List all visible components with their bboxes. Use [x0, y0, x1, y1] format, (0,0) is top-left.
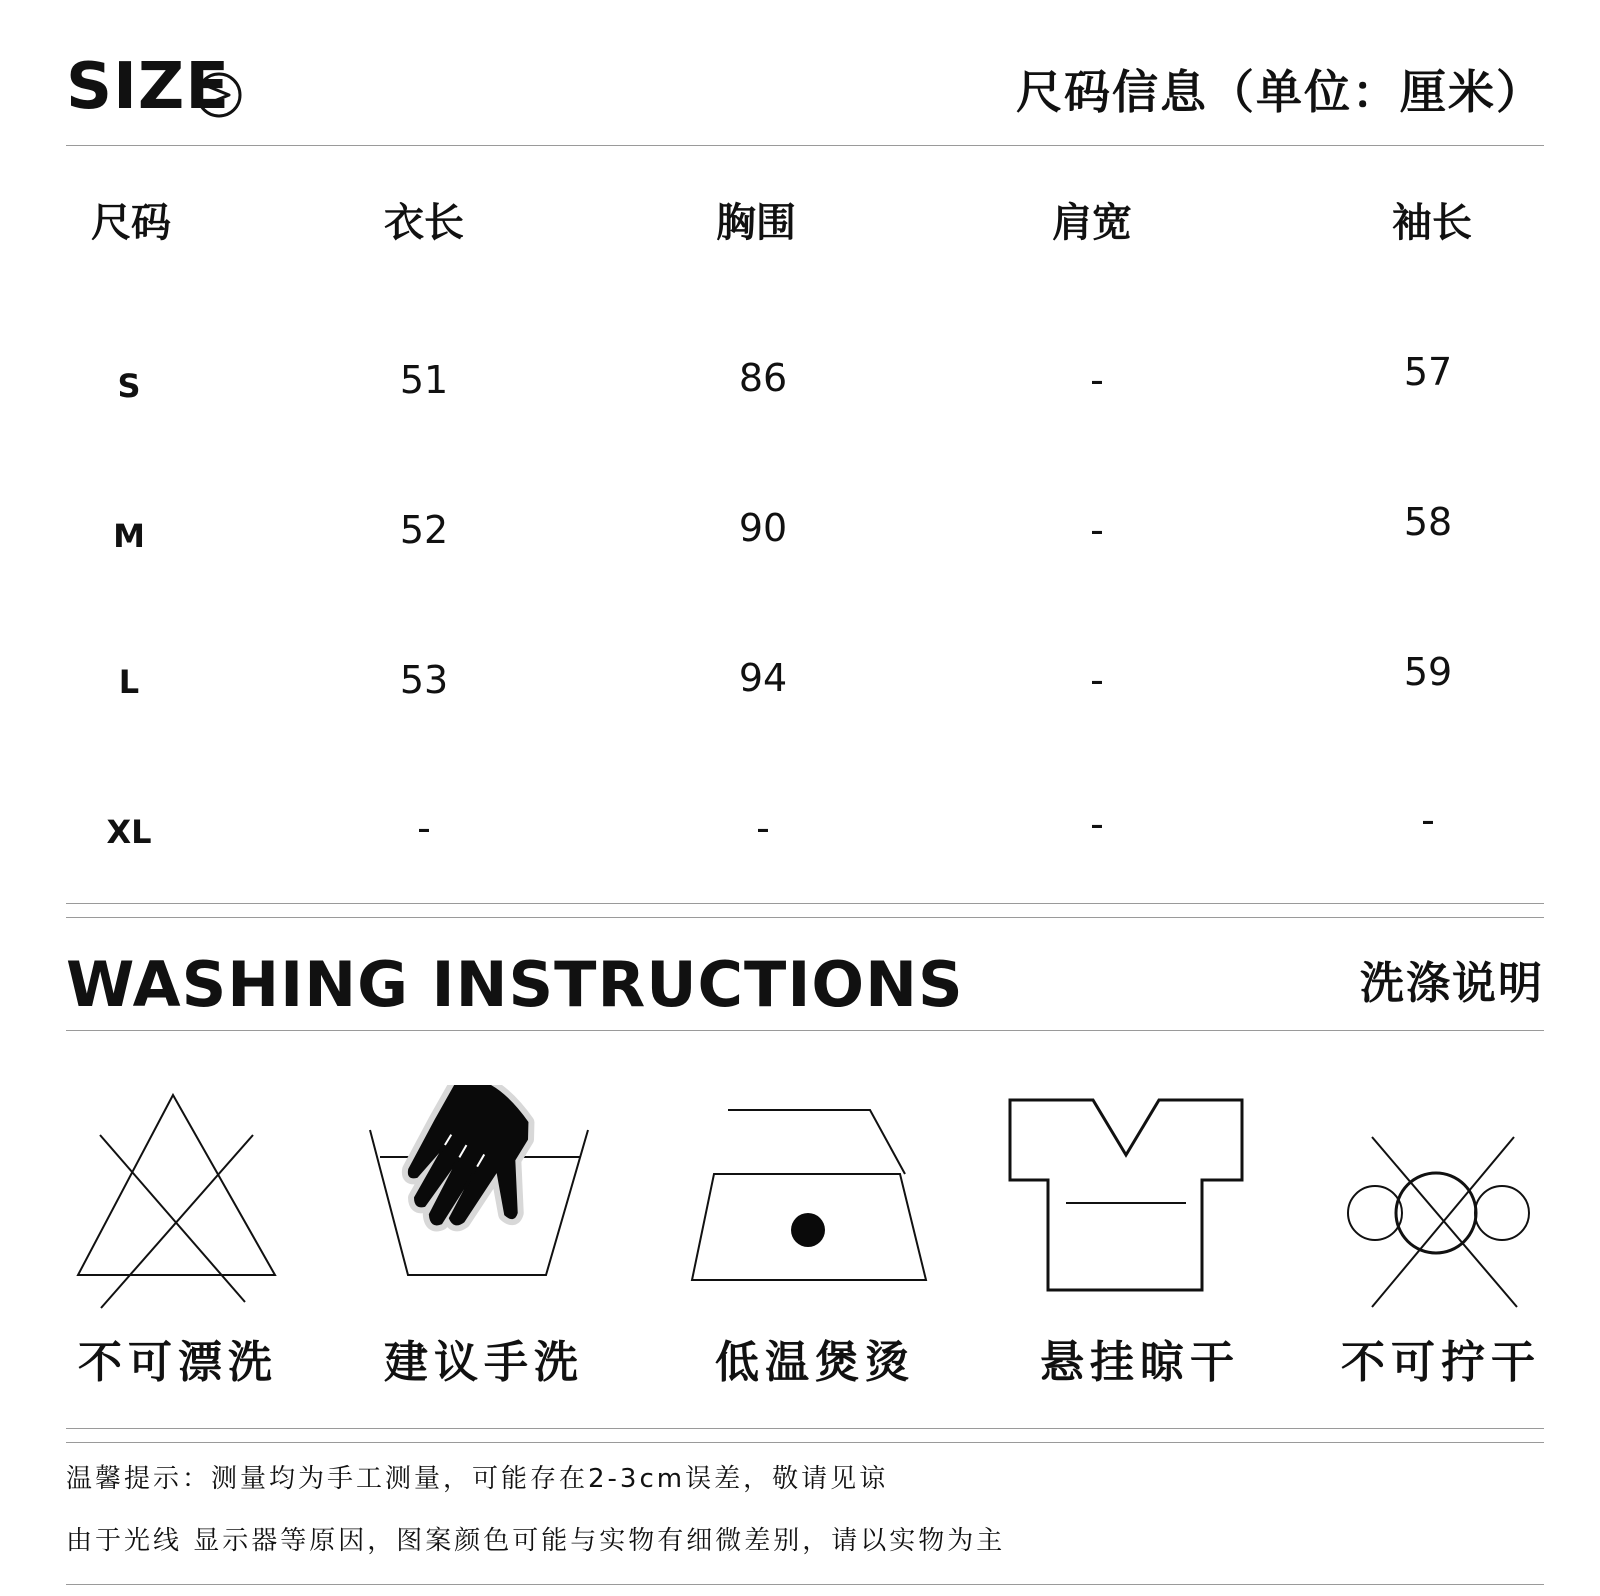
- size-cell: M: [113, 517, 145, 555]
- size-cell: L: [118, 663, 140, 701]
- washing-heading-cn: 洗涤说明: [1360, 958, 1544, 1009]
- divider: [66, 903, 1544, 904]
- length-cell: -: [417, 806, 431, 850]
- hand-wash-icon: [360, 1085, 600, 1285]
- no-wring-icon: [1340, 1133, 1540, 1313]
- washing-title: WASHING INSTRUCTIONS: [66, 948, 964, 1021]
- divider: [66, 145, 1544, 146]
- shoulder-cell: -: [1090, 358, 1104, 402]
- shoulder-cell: -: [1090, 802, 1104, 846]
- length-cell: 53: [399, 658, 449, 702]
- length-cell: 52: [399, 508, 449, 552]
- chest-cell: 90: [738, 506, 788, 550]
- no-bleach-icon: [70, 1090, 285, 1320]
- header-length: 衣长: [384, 200, 464, 246]
- shoulder-cell: -: [1090, 658, 1104, 702]
- shoulder-cell: -: [1090, 508, 1104, 552]
- no-wring-label: 不可拧干: [1341, 1337, 1541, 1388]
- divider: [66, 1584, 1544, 1585]
- sleeve-cell: 58: [1403, 500, 1453, 544]
- circle-arrow-icon: [195, 71, 243, 119]
- header-size: 尺码: [91, 200, 171, 246]
- color-note: 由于光线 显示器等原因，图案颜色可能与实物有细微差别，请以实物为主: [66, 1526, 1006, 1556]
- size-info-heading: 尺码信息（单位：厘米）: [1016, 65, 1544, 119]
- header-shoulder: 肩宽: [1052, 200, 1132, 246]
- size-cell: XL: [106, 813, 152, 851]
- chest-cell: 94: [738, 656, 788, 700]
- hang-dry-label: 悬挂晾干: [1040, 1337, 1240, 1388]
- hand-wash-label: 建议手洗: [384, 1337, 584, 1388]
- divider: [66, 917, 1544, 918]
- divider: [66, 1030, 1544, 1031]
- no-bleach-label: 不可漂洗: [78, 1337, 278, 1388]
- low-temp-iron-label: 低温煲烫: [715, 1337, 915, 1388]
- divider: [66, 1442, 1544, 1443]
- chest-cell: -: [756, 806, 770, 850]
- sleeve-cell: 57: [1403, 350, 1453, 394]
- length-cell: 51: [399, 358, 449, 402]
- low-temp-iron-icon: [680, 1100, 940, 1290]
- hang-dry-icon: [1008, 1098, 1258, 1303]
- measurement-note: 温馨提示：测量均为手工测量，可能存在2-3cm误差，敬请见谅: [66, 1464, 889, 1494]
- header-chest: 胸围: [716, 200, 796, 246]
- size-cell: S: [117, 367, 141, 405]
- chest-cell: 86: [738, 356, 788, 400]
- header-sleeve: 袖长: [1392, 200, 1472, 246]
- divider: [66, 1428, 1544, 1429]
- sleeve-cell: 59: [1403, 650, 1453, 694]
- size-title: SIZE: [66, 50, 231, 124]
- sleeve-cell: -: [1421, 798, 1435, 842]
